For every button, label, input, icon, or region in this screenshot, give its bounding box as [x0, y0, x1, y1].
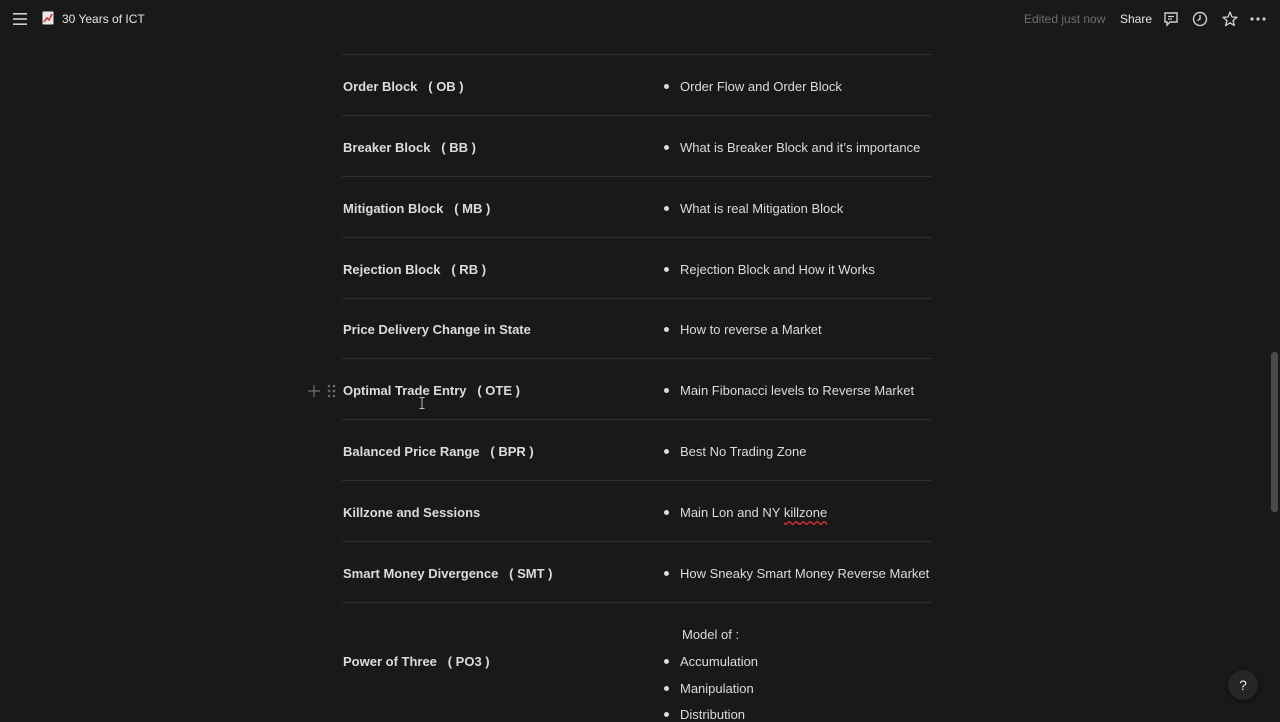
table-row-po3[interactable]	[342, 603, 932, 720]
model-heading: Model of :	[682, 627, 740, 642]
topic-description: How Sneaky Smart Money Reverse Market	[680, 566, 930, 581]
topic-description: What is Breaker Block and it’s importance	[680, 140, 921, 155]
table-row-top-border	[342, 0, 932, 55]
topic-name: Rejection Block ( RB )	[343, 262, 487, 277]
topic-name: Balanced Price Range ( BPR )	[343, 444, 534, 459]
table-row[interactable]	[342, 481, 932, 542]
bullet-dot	[664, 206, 669, 211]
topic-name: Price Delivery Change in State	[343, 322, 531, 337]
edited-status: Edited just now	[1024, 12, 1106, 26]
topic-description	[680, 505, 827, 520]
bullet-dot	[664, 449, 669, 454]
sidebar-menu-icon[interactable]	[11, 10, 29, 28]
bullet-dot	[664, 712, 669, 717]
topic-name: Power of Three ( PO3 )	[343, 654, 490, 669]
bullet-dot	[664, 145, 669, 150]
page-title[interactable]: 30 Years of ICT	[62, 12, 145, 26]
topic-description: What is real Mitigation Block	[680, 201, 844, 216]
help-button[interactable]: ?	[1228, 670, 1258, 700]
model-item: Accumulation	[680, 654, 759, 669]
model-item: Distribution	[680, 707, 746, 722]
bullet-dot	[664, 267, 669, 272]
table-row[interactable]	[342, 299, 932, 359]
table-row[interactable]	[342, 542, 932, 603]
bullet-dot	[664, 388, 669, 393]
topic-name: Smart Money Divergence ( SMT )	[343, 566, 553, 581]
bullet-dot	[664, 659, 669, 664]
table-row[interactable]	[342, 359, 932, 420]
favorite-star-icon[interactable]	[1221, 10, 1239, 28]
share-button[interactable]: Share	[1120, 12, 1153, 26]
table-row[interactable]	[342, 116, 932, 177]
table-row[interactable]	[342, 177, 932, 238]
topic-name: Mitigation Block ( MB )	[343, 201, 491, 216]
drag-handle-icon	[328, 385, 336, 398]
topic-description: Rejection Block and How it Works	[680, 262, 875, 277]
text-cursor-icon	[419, 397, 425, 409]
topic-name: Killzone and Sessions	[343, 505, 481, 520]
bullet-dot	[664, 327, 669, 332]
bullet-dot	[664, 571, 669, 576]
topic-description: Best No Trading Zone	[680, 444, 807, 459]
table-row[interactable]	[342, 55, 932, 116]
topic-description: How to reverse a Market	[680, 322, 822, 337]
scrollbar-thumb[interactable]	[1271, 352, 1278, 512]
topic-description: Main Fibonacci levels to Reverse Market	[680, 383, 915, 398]
bullet-dot	[664, 84, 669, 89]
table-row[interactable]	[342, 420, 932, 481]
description-prefix: Main Lon and NY	[680, 505, 784, 520]
bullet-dot	[664, 686, 669, 691]
topic-name: Order Block ( OB )	[343, 79, 464, 94]
chart-page-icon	[42, 11, 54, 25]
bullet-dot	[664, 510, 669, 515]
add-block-icon	[308, 385, 320, 397]
history-clock-icon[interactable]	[1191, 10, 1209, 28]
misspelled-word: killzone	[783, 505, 828, 520]
comment-icon[interactable]	[1162, 10, 1180, 28]
table-row[interactable]	[342, 238, 932, 299]
topic-name: Breaker Block ( BB )	[343, 140, 476, 155]
more-options-icon[interactable]	[1249, 10, 1267, 28]
block-handle[interactable]	[308, 383, 342, 399]
model-item: Manipulation	[680, 681, 754, 696]
topic-description: Order Flow and Order Block	[680, 79, 842, 94]
topic-name: Optimal Trade Entry ( OTE )	[343, 383, 520, 398]
